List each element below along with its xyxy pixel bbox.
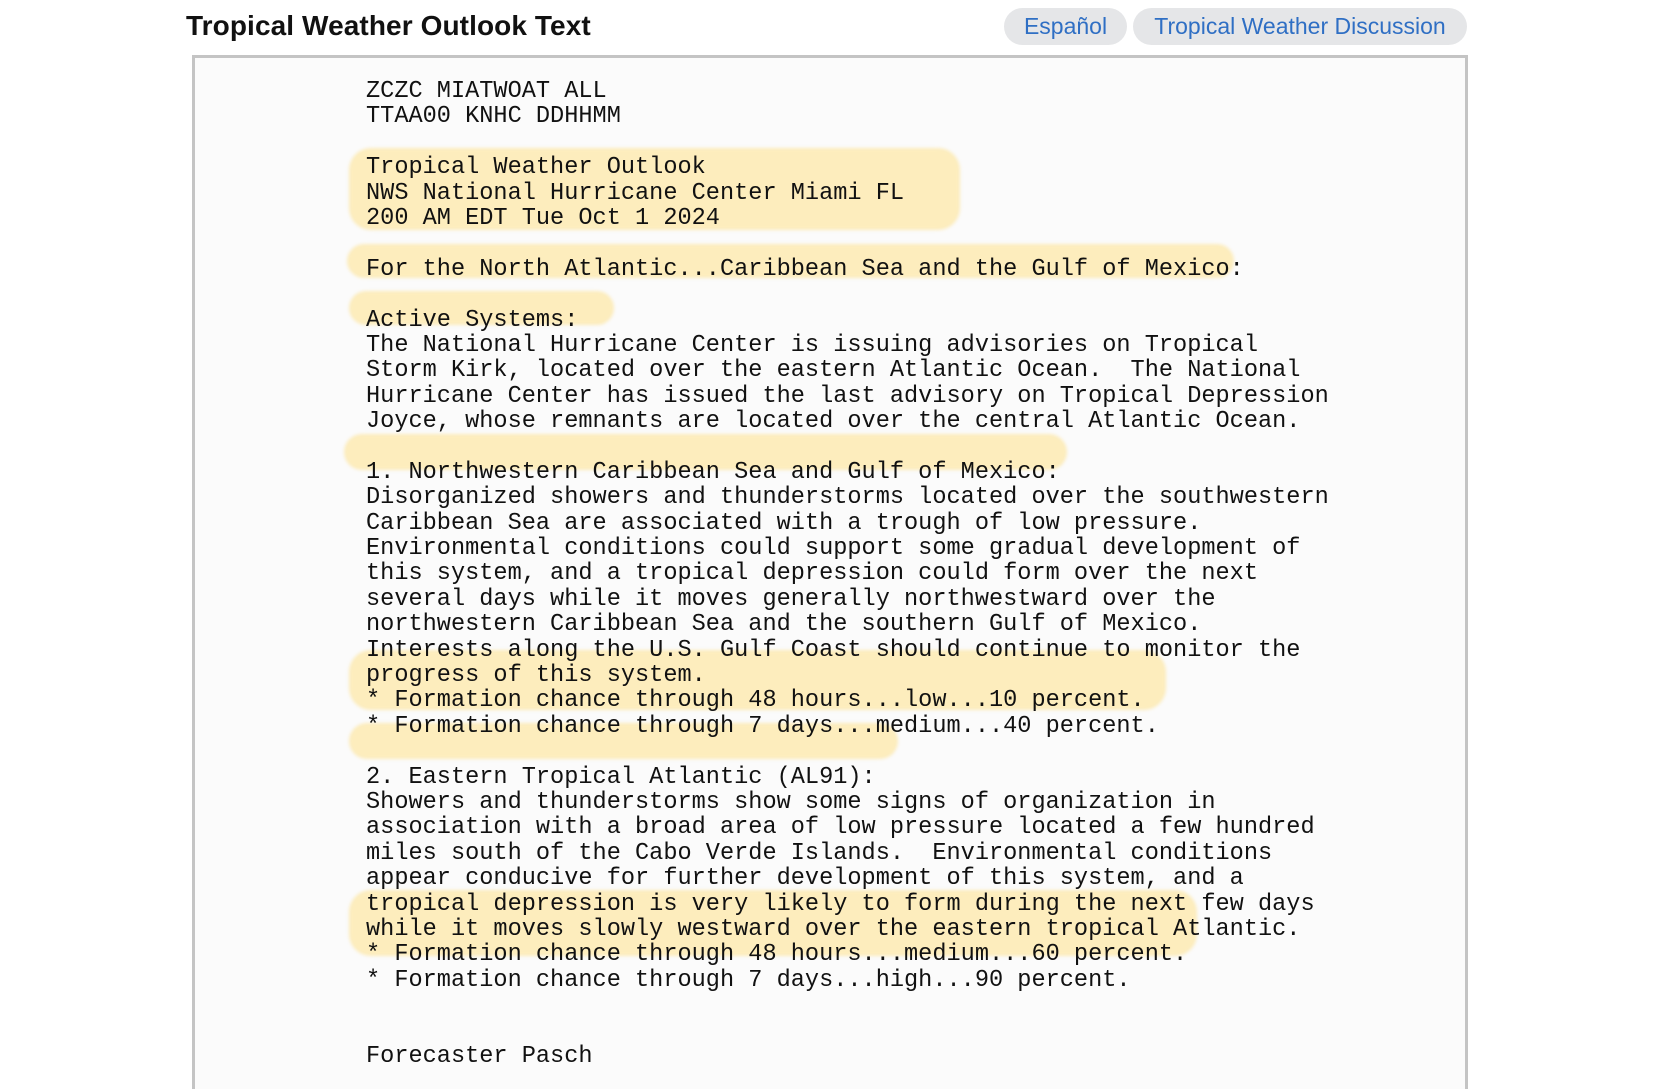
outlook-line: For the North Atlantic...Caribbean Sea and the Gulf of Mexico: bbox=[366, 255, 1244, 283]
outlook-line: The National Hurricane Center is issuing advisories on Tropical bbox=[366, 331, 1258, 359]
outlook-line bbox=[366, 1018, 1329, 1043]
outlook-line: Forecaster Pasch bbox=[366, 1042, 593, 1070]
outlook-text-box bbox=[192, 55, 1468, 1089]
outlook-line: miles south of the Cabo Verde Islands. Environmental conditions bbox=[366, 839, 1273, 867]
outlook-line bbox=[366, 434, 1329, 459]
outlook-line: NWS National Hurricane Center Miami FL bbox=[366, 179, 905, 207]
outlook-line: 2. Eastern Tropical Atlantic (AL91): bbox=[366, 763, 876, 791]
outlook-line: * Formation chance through 7 days...medium...40 percent. bbox=[366, 712, 1159, 740]
outlook-line: appear conducive for further development of this system, and a bbox=[366, 865, 1244, 893]
outlook-line: Active Systems: bbox=[366, 306, 579, 334]
page-title: Tropical Weather Outlook Text bbox=[186, 10, 591, 41]
outlook-line: 200 AM EDT Tue Oct 1 2024 bbox=[366, 204, 720, 232]
outlook-line bbox=[366, 130, 1329, 155]
outlook-line: 1. Northwestern Caribbean Sea and Gulf of Mexico: bbox=[366, 458, 1060, 486]
outlook-line: Disorganized showers and thunderstorms located over the southwestern bbox=[366, 484, 1329, 512]
outlook-line: Caribbean Sea are associated with a trough of low pressure. bbox=[366, 509, 1202, 537]
outlook-line: Hurricane Center has issued the last advisory on Tropical Depression bbox=[366, 382, 1329, 410]
outlook-line: * Formation chance through 48 hours...low...10 percent. bbox=[366, 687, 1145, 715]
tropical-weather-discussion-button[interactable]: Tropical Weather Discussion bbox=[1133, 8, 1467, 45]
outlook-line: this system, and a tropical depression could form over the next bbox=[366, 560, 1258, 588]
outlook-line: tropical depression is very likely to form during the next few days bbox=[366, 890, 1315, 918]
outlook-line bbox=[366, 739, 1329, 764]
outlook-line: while it moves slowly westward over the eastern tropical Atlantic. bbox=[366, 915, 1301, 943]
outlook-line: progress of this system. bbox=[366, 661, 706, 689]
outlook-line: ZCZC MIATWOAT ALL bbox=[366, 78, 607, 105]
outlook-text bbox=[366, 79, 1329, 1069]
espanol-button[interactable]: Español bbox=[1004, 8, 1127, 45]
outlook-line: Joyce, whose remnants are located over the central Atlantic Ocean. bbox=[366, 408, 1301, 436]
outlook-line bbox=[366, 231, 1329, 256]
outlook-line bbox=[366, 993, 1329, 1018]
outlook-line: several days while it moves generally northwestward over the bbox=[366, 585, 1216, 613]
outlook-line: Tropical Weather Outlook bbox=[366, 154, 706, 182]
outlook-line: Showers and thunderstorms show some signs of organization in bbox=[366, 788, 1216, 816]
outlook-line: northwestern Caribbean Sea and the southern Gulf of Mexico. bbox=[366, 611, 1202, 639]
outlook-line: Storm Kirk, located over the eastern Atlantic Ocean. The National bbox=[366, 357, 1301, 385]
outlook-line: TTAA00 KNHC DDHHMM bbox=[366, 103, 621, 131]
outlook-line bbox=[366, 282, 1329, 307]
outlook-line: * Formation chance through 7 days...high...90 percent. bbox=[366, 966, 1131, 994]
outlook-line: association with a broad area of low pressure located a few hundred bbox=[366, 814, 1315, 842]
outlook-line: * Formation chance through 48 hours...medium...60 percent. bbox=[366, 941, 1188, 969]
outlook-line: Interests along the U.S. Gulf Coast should continue to monitor the bbox=[366, 636, 1301, 664]
outlook-line: Environmental conditions could support some gradual development of bbox=[366, 535, 1301, 563]
